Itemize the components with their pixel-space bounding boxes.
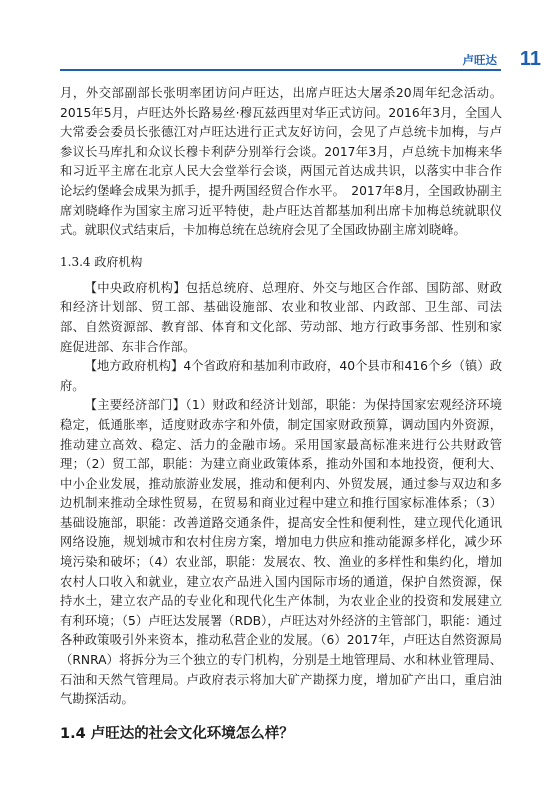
paragraph-central-government: 【中央政府机构】包括总统府、总理府、外交与地区合作部、国防部、财政和经济计划部、贸工部、基础设施部、农业和牧业部、内政部、卫生部、司法部、自然资源部、教育部、体育和文化部、劳动部、地方行政事务部、性别和家庭促进部、东非合作部。 [60,280,502,354]
header-title: 卢旺达 [462,53,497,67]
page-header [60,48,541,74]
header-rule [60,69,501,71]
page-number: 11 [519,48,541,70]
paragraph-local-government: 【地方政府机构】4个省政府和基加利市政府，40个县市和416个乡（镇）政府。 [60,359,502,393]
paragraph-diplomacy: 月，外交部副部长张明率团访问卢旺达，出席卢旺达大屠杀20周年纪念活动。2015年5月，卢旺达外长路易丝·穆瓦兹西里对华正式访问。2016年3月，全国人大常委会委员长张德江对卢旺达进行正式友好访问，会见了卢总统卡加梅，与卢参议长马库扎和众议长穆卡利萨分别举行会谈。2017年3月，卢总统卡加梅来华和习近平主席在北京人民大会堂举行会谈，两国元首达成共识，以落实中非合作论坛约堡峰会成果为抓手，提升两国经贸合作水平。 2017年8月，全国政协副主席刘晓峰作为国家主席习近平特使，赴卢旺达首都基加利出席卡加梅总统就职仪式。就职仪式结束后，卡加梅总统在总统府会见了全国政协副主席刘晓峰。 [60,86,502,238]
paragraph-economic-departments: 【主要经济部门】（1）财政和经济计划部，职能：为保持国家宏观经济环境稳定，低通胀率，适度财政赤字和外债，制定国家财政预算，调动国内外资源，推动建立高效、稳定、活力的金融市场。采用国家最高标准来进行公共财政管理；（2）贸工部，职能：为建立商业政策体系，推动外国和本地投资，便利大、中小企业发展，推动旅游业发展，推动和便利内、外贸发展，通过参与双边和多边机制来推动全球性贸易，在贸易和商业过程中建立和推行国家标准体系；（3）基础设施部，职能：改善道路交通条件，提高安全性和便利性，建立现代化通讯网络设施，规划城市和农村住房方案，增加电力供应和推动能源多样化，减少环境污染和破坏；（4）农业部，职能：发展农、牧、渔业的多样性和集约化，增加农村人口收入和就业，建立农产品进入国内国际市场的通道，保护自然资源，保持水土，建立农产品的专业化和现代化生产体制，为农业企业的投资和发展建立有利环境；（5）卢旺达发展署（RDB），卢旺达对外经济的主管部门，职能：通过各种政策吸引外来资本，推动私营企业的发展。（6）2017年，卢旺达自然资源局（RNRA）将拆分为三个独立的专门机构，分别是土地管理局、水和林业管理局、石油和天然气管理局。卢政府表示将加大矿产勘探力度，增加矿产出口，重启油气勘探活动。 [60,398,502,707]
subsection-heading: 1.3.4 政府机构 [60,254,143,269]
page-body [60,84,502,745]
section-heading: 1.4 卢旺达的社会文化环境怎么样？ [60,725,294,742]
